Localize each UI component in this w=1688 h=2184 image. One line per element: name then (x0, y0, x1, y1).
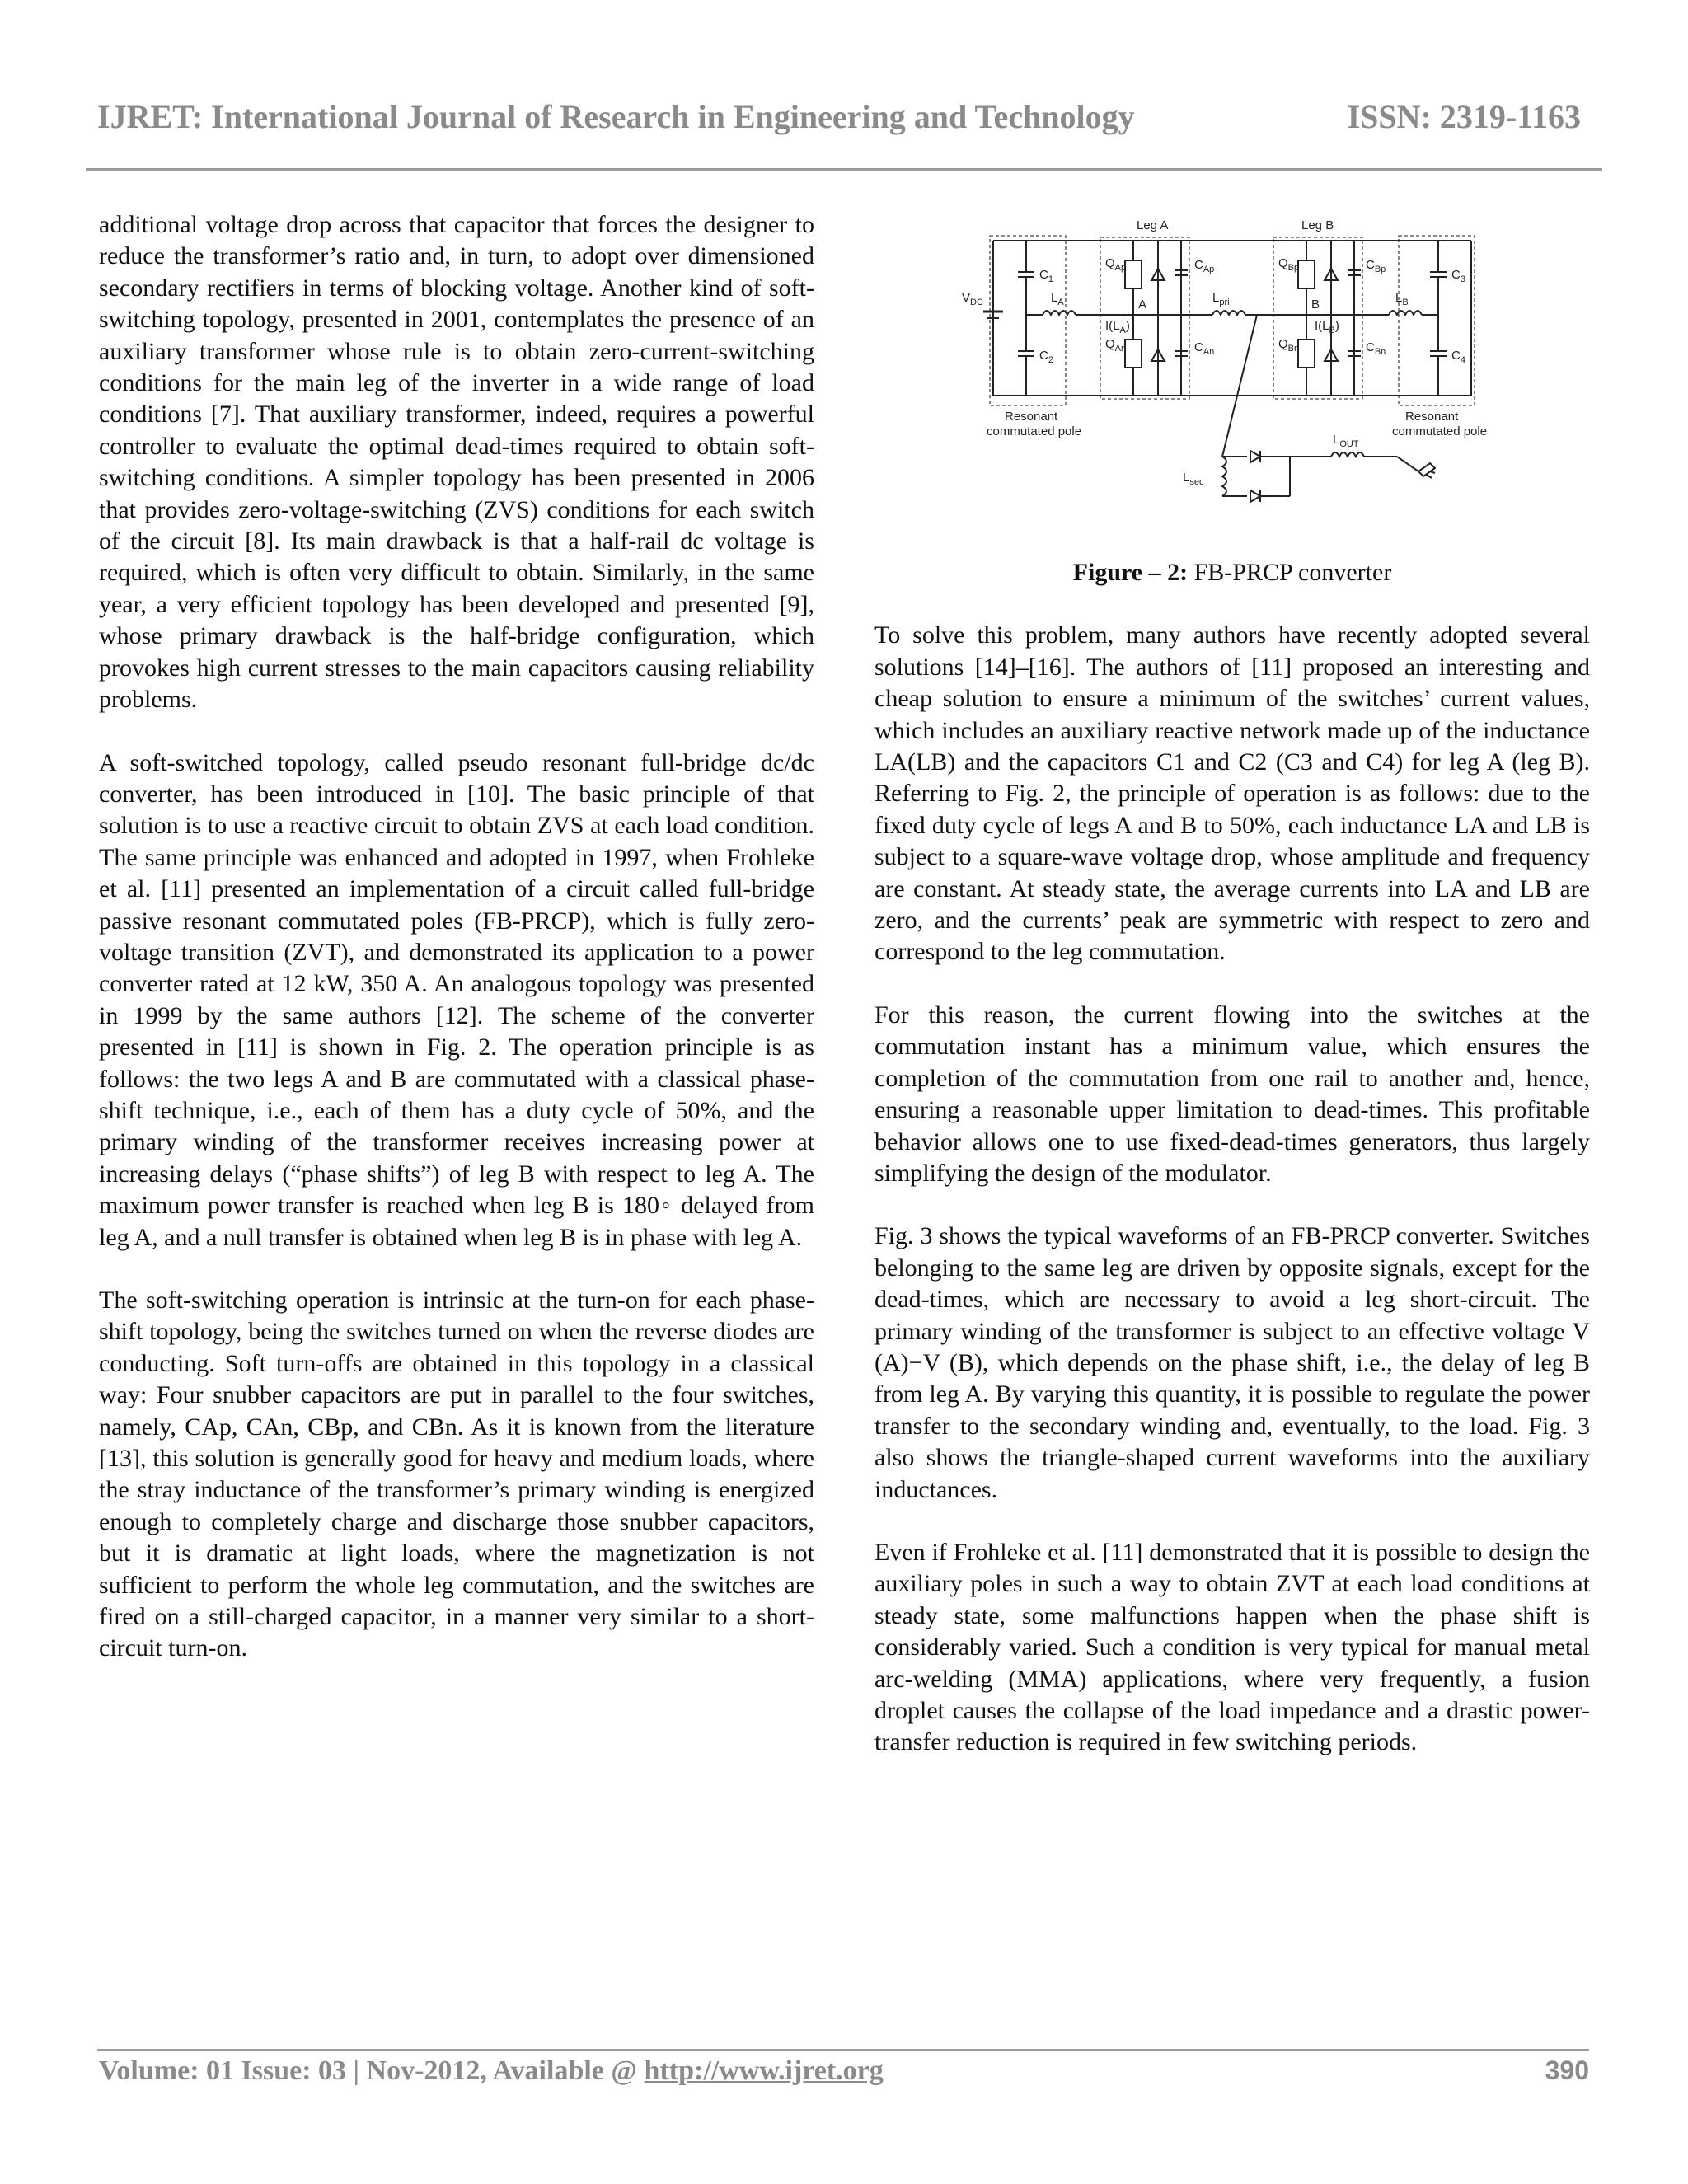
cap-label: $C_{Ap}$ (1194, 258, 1215, 274)
paragraph: The soft-switching operation is intrinsic at the turn-on for each phase-shift topology, being the switches turned on when the reverse diodes are conducting. Soft turn-offs are obtained in this topology in a classical way: Four snubber capacitors are put in parallel to the four switches, namely, CAp, CAn, CBp, and CBn. As it is known from the literature [13], this solution is generally good for heavy and medium loads, where the stray inductance of the transformer’s primary winding is energized enough to completely charge and discharge those snubber capacitors, but it is dramatic at light loads, where the magnetization is not sufficient to perform the whole leg commutation, and the switches are fired on a still-charged capacitor, in a manner very similar to a short-circuit turn-on. (99, 1286, 814, 1662)
running-header (97, 97, 1581, 143)
ila-label: $I(L_A)$ (1105, 319, 1130, 335)
lb-label: $L_B$ (1395, 291, 1409, 307)
page-number: 390 (1545, 2055, 1589, 2085)
dc-source (962, 291, 1003, 318)
paragraph: Fig. 3 shows the typical waveforms of an FB-PRCP converter. Switches belonging to the same leg are driven by opposite signals, except for the dead-times, which are necessary to avoid a leg short-circuit. The primary winding of the transformer is subject to an effective voltage V (A)−V (B), which depends on the phase shift, i.e., the delay of leg B from leg A. By varying this quantity, it is possible to regulate the power transfer to the secondary winding and, eventually, to the load. Fig. 3 also shows the triangle-shaped current waveforms into the auxiliary inductances. (874, 1222, 1590, 1503)
journal-website-link[interactable]: http://www.ijret.org (644, 2055, 884, 2086)
footer (99, 2055, 1589, 2097)
node-b-label: B (1311, 298, 1320, 312)
resonant-pole-right-line1: Resonant (1405, 410, 1459, 424)
cbn-label: $C_{Bn}$ (1366, 340, 1386, 357)
qbn-label: $Q_{Bn}$ (1278, 337, 1300, 354)
footer-volume-info (99, 2055, 884, 2087)
header-rule (86, 168, 1602, 171)
issn: ISSN: 2319-1163 (1347, 98, 1581, 135)
journal-title: IJRET: International Journal of Research in Engineering and Technology (97, 98, 1135, 135)
figure-caption-text: FB-PRCP converter (1188, 559, 1392, 586)
paragraph: Even if Frohleke et al. [11] demonstrated that it is possible to design the auxiliary poles in such a way to obtain ZVT at each load conditions at steady state, some malfunctions happen when the phase shift is considerably varied. Such a condition is very typical for manual metal arc-welding (MMA) applications, where very frequently, a fusion droplet causes the collapse of the load impedance and a drastic power-transfer reduction is required in few switching periods. (874, 1538, 1590, 1756)
footer-volume-text: Volume: 01 Issue: 03 | Nov-2012, Available @ (99, 2055, 645, 2086)
figure-caption-label: Figure – 2: (1072, 559, 1189, 586)
paragraph: additional voltage drop across that capacitor that forces the designer to reduce the transformer’s ratio and, in turn, to adopt over dimensioned secondary rectifiers in terms of blocking voltage. Another kind of soft-switching topology, presented in 2001, contemplates the presence of an auxiliary transformer whose rule is to obtain zero-current-switching conditions for the main leg of the inverter in a wide range of load conditions [7]. That auxiliary transformer, indeed, requires a powerful controller to evaluate the optimal dead-times required to obtain soft-switching conditions. A simpler topology has been presented in 2006 that provides zero-voltage-switching (ZVS) conditions for each switch of the circuit [8]. Its main drawback is that a half-rail dc voltage is required, which is often very difficult to obtain. Similarly, in the same year, a very efficient topology has been developed and presented [9], whose primary drawback is the half-bridge configuration, which provokes high current stresses to the main capacitors causing reliability problems. (99, 211, 814, 714)
resonant-pole-right-line2: commutated pole (1392, 424, 1488, 438)
lout-label: $L_{OUT}$ (1333, 433, 1359, 449)
lpri-label: $L_{pri}$ (1212, 291, 1230, 307)
figure-2 (874, 209, 1590, 588)
paragraph: A soft-switched topology, called pseudo resonant full-bridge dc/dc converter, has been introduced in [10]. The basic principle of that solution is to use a reactive circuit to obtain ZVS at each load condition. The same principle was enhanced and adopted in 1997, when Frohleke et al. [11] presented an implementation of a circuit called full-bridge passive resonant commutated poles (FB-PRCP), which is fully zero-voltage transition (ZVT), and demonstrated its application to a power converter rated at 12 kW, 350 A. An analogous topology was presented in 1999 by the same authors [12]. The scheme of the converter presented in [11] is shown in Fig. 2. The operation principle is as follows: the two legs A and B are commutated with a classical phase-shift technique, i.e., each of them has a duty cycle of 50%, and the primary winding of the transformer receives increasing power at increasing delays (“phase shifts”) of leg B with respect to leg A. The maximum power transfer is reached when leg B is 180◦ delayed from leg A, and a null transfer is obtained when leg B is in phase with leg A. (99, 748, 814, 1251)
footer-rule (97, 2049, 1589, 2051)
ilb-label: $I(L_B)$ (1315, 319, 1339, 335)
qan-label: $Q_{An}$ (1105, 337, 1127, 354)
c1-label: $C_1$ (1039, 268, 1053, 284)
node-a-label: A (1138, 298, 1147, 312)
left-resonant-pole-box (990, 236, 1066, 405)
figure-caption (874, 557, 1590, 588)
qap-label: $Q_{Ap}$ (1105, 256, 1127, 273)
lsec-label: $L_{sec}$ (1183, 471, 1204, 487)
vdc-label: $V_{DC}$ (962, 291, 983, 307)
paragraph: For this reason, the current flowing into the switches at the commutation instant has a minimum value, which ensures the completion of the commutation from one rail to another and, hence, ensuring a reasonable upper limitation to dead-times. This profitable behavior allows one to use fixed-dead-times generators, thus largely simplifying the design of the modulator. (874, 1001, 1590, 1187)
la-label: $L_A$ (1051, 291, 1064, 307)
c4-label: $C_4$ (1451, 349, 1465, 365)
resonant-pole-left-line2: commutated pole (987, 424, 1082, 438)
right-resonant-pole-box (1399, 236, 1475, 405)
qbp-label: $Q_{Bp}$ (1278, 256, 1300, 273)
leg-b-label: Leg B (1301, 218, 1334, 232)
resonant-pole-left-line1: Resonant (1005, 410, 1058, 424)
welding-torch-icon (1397, 457, 1435, 478)
right-column (874, 209, 1590, 1790)
left-column (99, 209, 814, 1696)
c3-label: $C_3$ (1451, 268, 1465, 284)
paragraph: To solve this problem, many authors have recently adopted several solutions [14]–[16]. The authors of [11] proposed an interesting and cheap solution to ensure a minimum of the switches’ current values, which includes an auxiliary reactive network made up of the inductance LA(LB) and the capacitors C1 and C2 (C3 and C4) for leg A (leg B). Referring to Fig. 2, the principle of operation is as follows: due to the fixed duty cycle of legs A and B to 50%, each inductance LA and LB is subject to a square-wave voltage drop, whose amplitude and frequency are constant. At steady state, the average currents into LA and LB are zero, and the currents’ peak are symmetric with respect to zero and correspond to the leg commutation. (874, 621, 1590, 966)
leg-a-label: Leg A (1137, 218, 1169, 232)
fb-prcp-circuit-diagram (960, 209, 1504, 539)
cbp-label: $C_{Bp}$ (1366, 258, 1386, 274)
can-label: $C_{An}$ (1194, 340, 1215, 357)
c2-label: $C_2$ (1039, 349, 1053, 365)
